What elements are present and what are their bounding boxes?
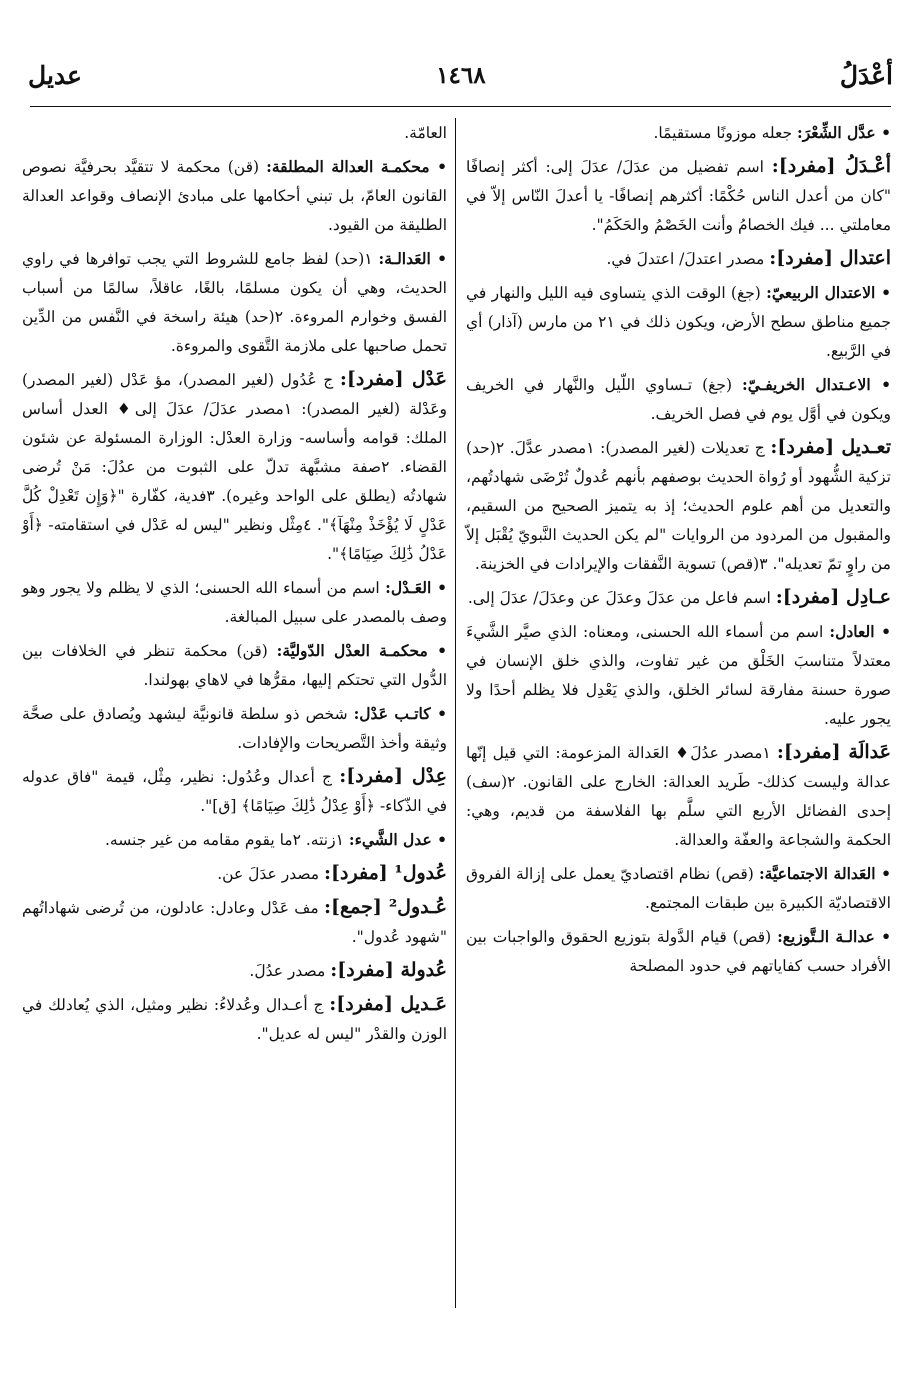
entry-head: عـادِل [مفرد]: — [775, 586, 891, 608]
entry-head: عَدالَة [مفرد]: — [776, 741, 891, 763]
running-head-left: عديل — [28, 60, 82, 90]
entry — [466, 118, 891, 148]
entry — [22, 762, 447, 821]
entry-body: اسم تفضيل من عدَلَ/ عدَلَ إلى: أكثر إنصافًا "كان من أعدل الناس حُكْمًا: أكثرهم إنصافًا- يا أعدلَ النّاس إلاّ في معاملتي ... فيك الخصامُ وأنت الخَصْمُ والحَكَمُ". — [466, 158, 891, 234]
entry-head: عُدولة [مفرد]: — [330, 959, 447, 981]
entry-head: تعـديل [مفرد]: — [770, 436, 891, 458]
entry-body: اسم فاعل من عدَلَ وعدَلَ عن وعدَلَ/ عدَلَ إلى. — [467, 589, 776, 607]
entry — [466, 922, 891, 981]
entry-body: جعله موزونًا مستقيمًا. — [653, 124, 798, 142]
entry-head: • عدَّل الشِّعْرَ: — [797, 123, 891, 142]
entry-body: (قص) قيام الدَّولة بتوزيع الحقوق والواجبات بين الأفراد حسب كفاياتهم في حدود المصلحة — [466, 928, 891, 975]
entry — [22, 859, 447, 889]
entry-head: • الاعتدال الربيعيّ: — [766, 283, 891, 302]
entry — [466, 370, 891, 429]
entry — [466, 433, 891, 579]
entry — [22, 152, 447, 240]
entry-body: (جغ) الوقت الذي يتساوى فيه الليل والنهار في جميع مناطق سطح الأرض، ويكون ذلك في ٢١ من مارس (آذار) أي في الرَّبيع. — [466, 284, 891, 360]
entry — [22, 636, 447, 695]
entry-body: شخص ذو سلطة قانونيَّة ليشهد ويُصادق على صحَّة وثيقة وأخذ التَّصريحات والإفادات. — [22, 705, 447, 752]
left-column — [22, 118, 447, 1053]
entry — [22, 365, 447, 569]
entry — [466, 859, 891, 918]
header-rule — [30, 106, 891, 107]
page-number: ١٤٦٨ — [436, 61, 486, 89]
entry-head: • محكمـة العدْل الدّوليَّة: — [276, 641, 448, 660]
right-column — [466, 118, 891, 985]
entry — [466, 617, 891, 734]
entry — [466, 244, 891, 274]
entry — [466, 152, 891, 240]
column-divider — [455, 118, 456, 1308]
entry-head: عُدول¹ [مفرد]: — [324, 862, 447, 884]
entry-body: اسم من أسماء الله الحسنى، ومعناه: الذي صيَّر الشَّيءَ معتدلاً متناسبَ الخَلْق من غير تفاوت، والذي خلق الإنسان في صورة حسنة مفارقة لسائر الخلق، والذي يَعْدِل فلا يظلم أحدًا ولا يجور عليه. — [466, 623, 891, 728]
entry — [22, 893, 447, 952]
entry — [22, 990, 447, 1049]
entry-body: اسم من أسماء الله الحسنى؛ الذي لا يظلم ولا يجور وهو وصف بالمصدر على سبيل المبالغة. — [22, 579, 447, 626]
entry — [22, 118, 447, 148]
running-head-right: أعْدَلُ — [839, 60, 893, 90]
entry — [466, 278, 891, 366]
entry-head: عِدْل [مفرد]: — [339, 765, 447, 787]
entry-body: مصدر عدَلَ عن. — [217, 865, 325, 883]
entry — [22, 825, 447, 855]
entry-head: • كاتـب عَدْل: — [353, 704, 448, 723]
entry-head: • الاعـتدال الخريفـيّ: — [742, 375, 891, 394]
entry — [22, 699, 447, 758]
entry-head: • العادل: — [829, 622, 891, 641]
page-header — [28, 52, 893, 98]
entry — [22, 573, 447, 632]
entry-head: • عدالـة الـتَّوزيع: — [777, 927, 892, 946]
entry-body: مصدر عدُلَ. — [249, 962, 331, 980]
entry-head: • العَدالة الاجتماعيَّة: — [758, 864, 891, 883]
entry — [466, 738, 891, 855]
entry-body: (قن) محكمة تنظر في الخلافات بين الدُّول التي تحتكم إليها، مقرُّها في لاهاي بهولندا. — [22, 642, 447, 689]
entry-head: • عدل الشَّيء: — [348, 830, 447, 849]
entry-head: اعتدال [مفرد]: — [769, 247, 891, 269]
entry — [466, 583, 891, 613]
entry-body: (قص) نظام اقتصاديّ يعمل على إزالة الفروق الاقتصاديّة الكبيرة بين طبقات المجتمع. — [466, 865, 891, 912]
entry-head: عَـديل [مفرد]: — [329, 993, 447, 1015]
entry-head: • محكمـة العدالة المطلقة: — [266, 157, 447, 176]
entry-body: (قن) محكمة لا تتقيَّد بحرفيَّة نصوص القانون العامّ، بل تبني أحكامها على مبادئ الإنصاف وقواعد العدالة الطليقة من القيود. — [22, 158, 447, 234]
entry-head: • العَدالـة: — [378, 249, 447, 268]
entry-body: ١زنته. ٢ما يقوم مقامه من غير جنسه. — [104, 831, 349, 849]
entry-body: ج أعدال وعُدُول: نظير، مِثْل، قيمة "فاق عدوله في الذّكاء- ﴿أَوْ عِدْلُ ذَٰلِكَ صِيَامًا﴾ [ق]". — [22, 768, 447, 815]
entry-body: مف عَدْل وعادل: عادلون، من تُرضى شهاداتُهم "شهود عُدول". — [22, 899, 447, 946]
entry-body: العامّة. — [404, 124, 447, 142]
entry-body: ج تعديلات (لغير المصدر): ١مصدر عدَّلَ. ٢(حد) تزكية الشُّهود أو رُواة الحديث بوصفهم بأنهم عُدولٌ تُرْضَى شهادتُهم، والتعديل من أهم علوم الحديث؛ إذ به يتميز الصحيح من السقيم، والمقبول من المردود من الروايات "لم يكن الحديث النَّبويّ يُقْبَل إلاّ من راوٍ تمّ تعديله". ٣(قص) تسوية النَّفقات والإيرادات في الخزينة. — [466, 439, 891, 573]
entry-head: عُـدول² [جمع]: — [323, 896, 448, 918]
entry-body: (جغ) تـساوي اللّيل والنَّهار في الخريف ويكون في أوَّل يوم في فصل الخريف. — [466, 376, 891, 423]
entry-head: • العَـدْل: — [385, 578, 447, 597]
entry-body: مصدر اعتدلَ/ اعتدلَ في. — [606, 250, 770, 268]
entry-body: ج أعـدال وعُدلاءُ: نظير ومثيل، الذي يُعادلك في الوزن والقدْر "ليس له عديل". — [22, 996, 447, 1043]
entry-head: عَدْل [مفرد]: — [339, 368, 447, 390]
entry-body: ١(حد) لفظ جامع للشروط التي يجب توافرها في راوي الحديث، وهي أن يكون مسلمًا، بالغًا، عاقلاً، سالمًا من أسباب الفسق وخوارم المروءة. ٢(حد) هيئة راسخة في النَّفس من الدِّين تحمل صاحبها على ملازمة التَّقوى والمروءة. — [22, 250, 447, 355]
entry — [22, 244, 447, 361]
entry — [22, 956, 447, 986]
entry-body: ١مصدر عدُلَ♦ العَدالة المزعومة: التي قيل إنّها عدالة وليست كذلك- طَريد العدالة: الخارج على القانون. ٢(سف) إحدى الفضائل الأربع التي سلَّم بها الفلاسفة من قديم، وهي: الحكمة والشجاعة والعفّة والعدالة. — [466, 744, 891, 849]
entry-body: ج عُدُول (لغير المصدر)، مؤ عَدْل (لغير المصدر) وعَدْلة (لغير المصدر): ١مصدر عدَلَ/ عدَلَ إلى♦ العدل أساس الملك: قوامه وأساسه- وزارة العدْل: الوزارة المسئولة عن شئون القضاء. ٢صفة مشبَّهة تدلّ على الثبوت من عدُلَ: مَنْ تُرضى شهادتُه (يطلق على الواحد وغيره). ٣فدية، كفّارة "﴿وَإِن تَعْدِلْ كُلَّ عَدْلٍ لَا يُؤْخَذْ مِنْهَآ﴾". ٤مِثْل ونظير "ليس له عَدْل في استقامته- ﴿أَوْ عَدْلُ ذَٰلِكَ صِيَامًا﴾". — [22, 371, 447, 563]
entry-head: أعْـدَلُ [مفرد]: — [771, 155, 891, 177]
